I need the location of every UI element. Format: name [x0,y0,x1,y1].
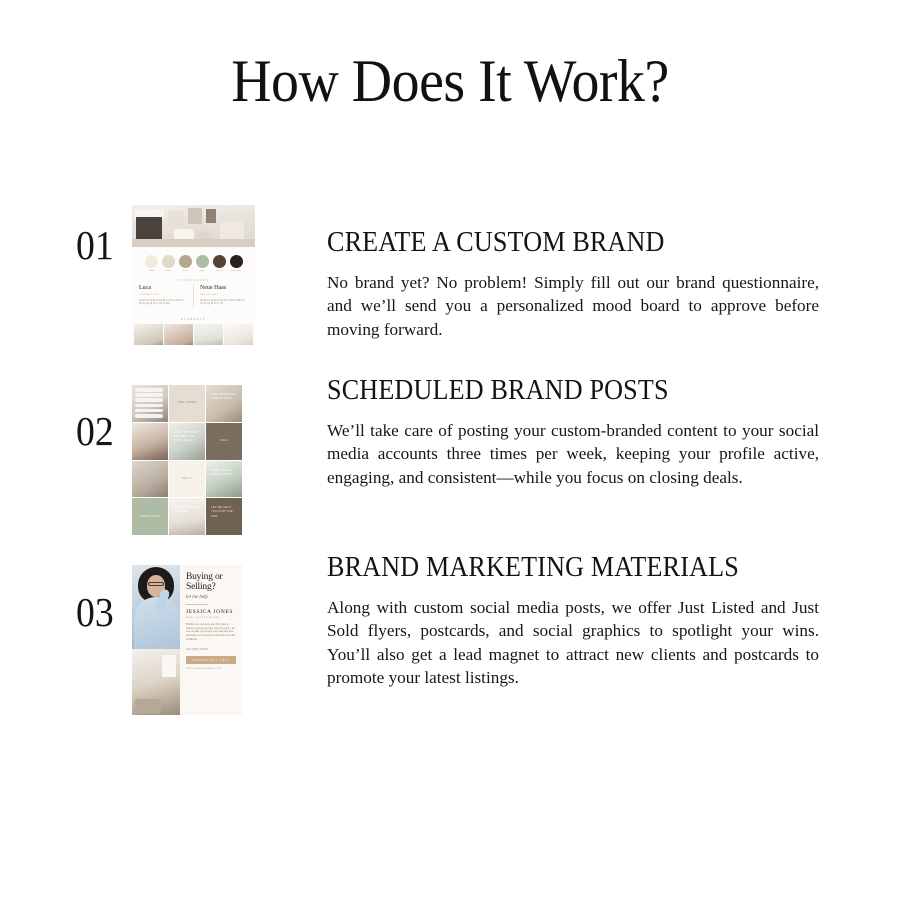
brand-board-typography [132,285,255,313]
swatch-dot-taupe [179,255,192,268]
brand-board-hero-photo [132,205,255,247]
grid-tile-kitchen-photo [132,385,168,422]
swatch-dot-linen [162,255,175,268]
palette-swatch [230,255,243,272]
grid-photo-1 [134,324,163,345]
swatch-label: Cocoa [215,270,223,272]
grid-tile-cream-quote [169,385,205,422]
flyer-body-text: Whether you are buying your first home or selling a property you have loved for years, I am here to guide you through every step with care and clarity. Let me help you make the move with confidence. [186,623,235,641]
step-item [0,205,900,385]
flyer-footer-url: WWW.JESSICAJONES.COM [186,668,221,671]
grid-photo-4 [224,324,253,345]
thumbnail-brand-board[interactable] [132,205,255,345]
swatch-label: Linen [165,270,171,272]
palette-swatch [179,255,192,272]
step-item [0,551,900,765]
swatch-dot-espresso [230,255,243,268]
flyer-cta-button[interactable]: SCHEDULE A CALL [186,656,236,664]
thumbnail-social-grid[interactable] [132,385,242,535]
swatch-label: Taupe [181,270,189,272]
step-item [0,374,900,565]
flyer-left-column [132,565,180,715]
grid-tile-shelf-photo [169,423,205,460]
flyer-content [180,565,242,715]
grid-tile-brown-quote [206,423,242,460]
swatch-label: Cream [147,270,155,272]
typography-primary [139,285,187,307]
typography-secondary [193,285,248,307]
grid-tile-plants-photo [206,461,242,498]
palette-swatch [145,255,158,272]
step-text-01 [327,227,822,341]
grid-tile-ivory-quote [169,461,205,498]
steps-list [0,205,900,765]
flyer-agent-portrait [132,565,180,649]
typeface-sample: Aa Bb Cc Dd Ee Ff Gg Hh Ii Jj Kk Ll Mm Nn Oo Pp Qq Rr Ss Tt Uu Vv Ww [139,299,184,306]
swatch-dot-sage [196,255,209,268]
step-body-02: We’ll take care of posting your custom-branded content to your social media accounts three times per week, keeping your profile active, engaging, and consistent—while you focus on closing deals. [327,421,819,487]
palette-swatch [162,255,175,272]
swatch-label: Sage [199,270,205,272]
grid-tile-hands-photo [206,385,242,422]
grid-photo-2 [164,324,193,345]
typeface-role: PRIMARY FONT [139,293,162,296]
grid-tile-closet-photo [132,461,168,498]
typeface-name: Luca [139,285,151,291]
typeface-name: Neue Haas [200,285,227,291]
tile-caption: SOLD [219,439,229,443]
flyer-script-line: let me help [186,595,208,601]
grid-tile-sofa-photo [132,423,168,460]
flyer-divider [186,604,208,605]
swatch-dot-cocoa [213,255,226,268]
swatch-dot-cream [145,255,158,268]
page-title: How Does It Work? [231,48,669,114]
step-heading-03: BRAND MARKETING MATERIALS [327,551,739,583]
grid-tile-sage-quote [132,498,168,535]
flyer-headline: Buying or Selling? [186,572,223,592]
tile-caption: JUST LISTED [177,401,197,405]
tile-caption: TIPS FOR FIRST TIME BUYERS [211,393,236,401]
step-number-03: 03 [76,589,114,635]
tile-caption: WHAT TO KNOW BEFORE YOU BUY A HOME [174,430,199,443]
page-title-wrap [0,0,900,114]
step-body-01: No brand yet? No problem! Simply fill out our brand questionnaire, and we’ll send you a personalized mood board to approve before moving forward. [327,273,819,339]
step-text-03 [327,552,822,689]
tile-caption: HELLO [181,476,192,480]
flyer-agent-role: REAL ESTATE AGENT [186,616,221,619]
step-heading-01: CREATE A CUSTOM BRAND [327,226,665,258]
tile-caption: LET ME HELP YOU FIND THE ONE [211,506,233,518]
typeface-role: SECONDARY [200,293,219,296]
brand-board-elements-label: ELEMENTS [132,313,255,324]
step-text-02 [327,375,822,489]
tile-caption: OPEN HOUSE [139,514,161,518]
palette-swatch [196,255,209,272]
grid-tile-mocha-quote [206,498,242,535]
step-number-02: 02 [76,408,114,454]
grid-tile-chair-photo [169,498,205,535]
flyer-agent-name: JESSICA JONES [186,608,234,615]
tile-caption: READY TO MAKE A MOVE? [174,506,200,514]
step-body-03: Along with custom social media posts, we offer Just Listed and Just Sold flyers, postcards, and social graphics to spotlight your wins. You’ll also get a lead magnet to attract new clients and postcards to promote your latest listings. [327,598,819,687]
thumbnail-flyer[interactable] [132,565,242,715]
brand-board-palette [132,247,255,274]
flyer-interior-photo [132,649,180,715]
brand-board-image-grid [132,324,255,345]
step-heading-02: SCHEDULED BRAND POSTS [327,374,669,406]
grid-photo-3 [194,324,223,345]
swatch-label: Espresso [231,270,241,272]
flyer-contact-meta: CALL (555) 123-4567 [186,648,209,651]
palette-swatch [213,255,226,272]
step-number-01: 01 [76,222,114,268]
tile-caption: YOUR DREAM HOME AWAITS [211,468,233,476]
brand-board-typography-label: TYPOGRAPHY [132,274,255,285]
typeface-sample: Aa Bb Cc Dd Ee Ff Gg Hh Ii Jj Kk Ll Mm Nn Oo Pp Qq Rr Ss Tt Uu [200,299,245,306]
